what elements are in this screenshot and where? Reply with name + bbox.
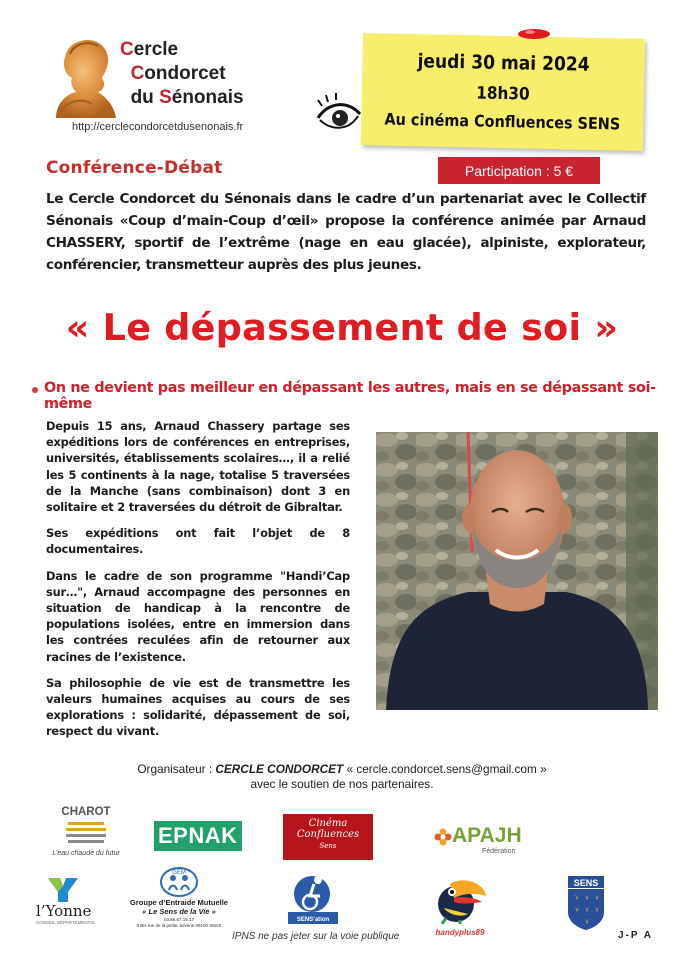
sens-city-crest — [566, 876, 606, 930]
organizer-block — [0, 762, 684, 792]
org-line-3-rest: énonais — [171, 87, 244, 108]
charot-symbol-icon — [64, 820, 108, 848]
quote-line: On ne devient pas meilleur en dépassant les autres, mais en se dépassant soi-même — [44, 380, 656, 412]
gem-logo — [126, 866, 232, 942]
event-date: jeudi 30 mai 2024 — [417, 50, 590, 76]
speaker-bio — [46, 418, 350, 750]
event-venue: Au cinéma Confluences SENS — [384, 109, 621, 134]
toucan-icon — [430, 874, 490, 924]
epnak-logo — [154, 818, 246, 854]
gem-address: 8 Bis rue de la petite Juiverie 89100 SENS — [136, 923, 222, 928]
website-url[interactable]: http://cerclecondorcetdusenonais.fr — [72, 121, 244, 133]
event-details-note — [361, 33, 645, 151]
apajh-name: APAJH — [452, 824, 522, 847]
sens-coat-of-arms-icon — [566, 876, 606, 930]
pushpin-icon — [517, 28, 551, 40]
apajh-flower-icon — [434, 828, 452, 846]
sens-city-name: SENS — [573, 878, 599, 888]
condorcet-portrait-logo — [48, 34, 120, 120]
gem-line-1: Groupe d’Entraide Mutuelle — [130, 898, 228, 907]
bio-paragraph-1: Depuis 15 ans, Arnaud Chassery partage ses expéditions lors de conférences en entreprises, universités, établissements scolaires…, il a relié les 5 continents à la nage, totalise 5 traversées de la Manche (sans combinaison) dont 3 en solitaire et 2 traversées du détroit de Gibraltar. — [46, 419, 350, 515]
epnak-name: EPNAK — [154, 821, 242, 851]
bio-paragraph-4: Sa philosophie de vie est de transmettre les valeurs humaines acquises au cours de ses explorations : solidarité, dépassement de soi, respect du vivant. — [46, 675, 350, 739]
participation-badge: Participation : 5 € — [438, 157, 600, 184]
cinema-confluences-logo — [283, 814, 373, 860]
gem-phone: 03.86.67.18.17 — [163, 917, 195, 922]
org-line-2-rest: ondorcet — [144, 63, 226, 84]
charot-tagline: L’eau chaude du futur — [52, 850, 120, 857]
org-line-3-a: du — [130, 87, 160, 108]
organization-name — [120, 38, 244, 110]
speaker-photo — [376, 432, 658, 710]
organizer-name: CERCLE CONDORCET — [215, 762, 344, 776]
org-cap-3: S — [159, 87, 172, 108]
yonne-sub: CONSEIL DÉPARTEMENTAL — [36, 920, 96, 925]
intro-paragraph: Le Cercle Condorcet du Sénonais dans le cadre d’un partenariat avec le Collectif Sénonais «Coup d’main-Coup d’œil» propose la conférence animée par Arnaud CHASSERY, sportif de l’extrême (nage en eau glacée), alpiniste, explorateur, conférencier, transmetteur auprès des plus jeunes. — [46, 191, 646, 273]
yonne-name: l’Yonne — [36, 902, 92, 920]
support-line: avec le soutien de nos partenaires. — [250, 777, 434, 791]
ipns-notice: IPNS ne pas jeter sur la voie publique — [232, 931, 400, 942]
cinema-line-2: Confluences — [296, 829, 360, 840]
organizer-email[interactable]: « cercle.condorcet.sens@gmail.com » — [343, 762, 547, 776]
sensation-name: SENS’ation — [296, 917, 330, 923]
gem-line-2: « Le Sens de la Vie » — [142, 907, 216, 916]
org-cap-2: C — [130, 63, 145, 84]
bio-paragraph-2: Ses expéditions ont fait l’objet de 8 documentaires. — [46, 526, 350, 557]
sensation-wheelchair-icon — [284, 872, 342, 926]
cinema-line-3: Sens — [319, 842, 337, 850]
org-line-1-rest: ercle — [133, 39, 179, 60]
yonne-logo — [36, 876, 100, 932]
apajh-logo — [434, 824, 534, 858]
sensation-logo — [284, 872, 342, 926]
organizer-prefix: Organisateur : — [137, 762, 216, 776]
eye-icon — [314, 92, 364, 138]
event-time: 18h30 — [476, 83, 530, 105]
bio-paragraph-3: Dans le cadre de son programme "Handi’Cap sur…", Arnaud accompagne des personnes en situation de handicap à la rencontre de populations isolées, entre en immersion dans les contrées reculées afin de retourner aux racines de l’existence. — [46, 568, 350, 664]
cinema-line-1: Cinéma — [308, 818, 348, 829]
gem-short: GEM — [172, 870, 186, 876]
handyplus-name: handyplus89 — [435, 928, 485, 937]
quote-bullet-icon — [32, 387, 38, 393]
conference-title: « Le dépassement de soi » — [65, 306, 619, 349]
apajh-sub: Fédération — [482, 848, 516, 855]
conference-label: Conférence-Débat — [46, 158, 223, 178]
charot-name: CHAROT — [61, 806, 111, 818]
charot-logo — [50, 806, 122, 864]
gem-figures-icon — [159, 866, 199, 898]
author-initials: J-P A — [618, 930, 654, 941]
org-cap-1: C — [120, 39, 134, 60]
handyplus-logo — [430, 874, 490, 938]
yonne-y-icon — [46, 876, 80, 902]
